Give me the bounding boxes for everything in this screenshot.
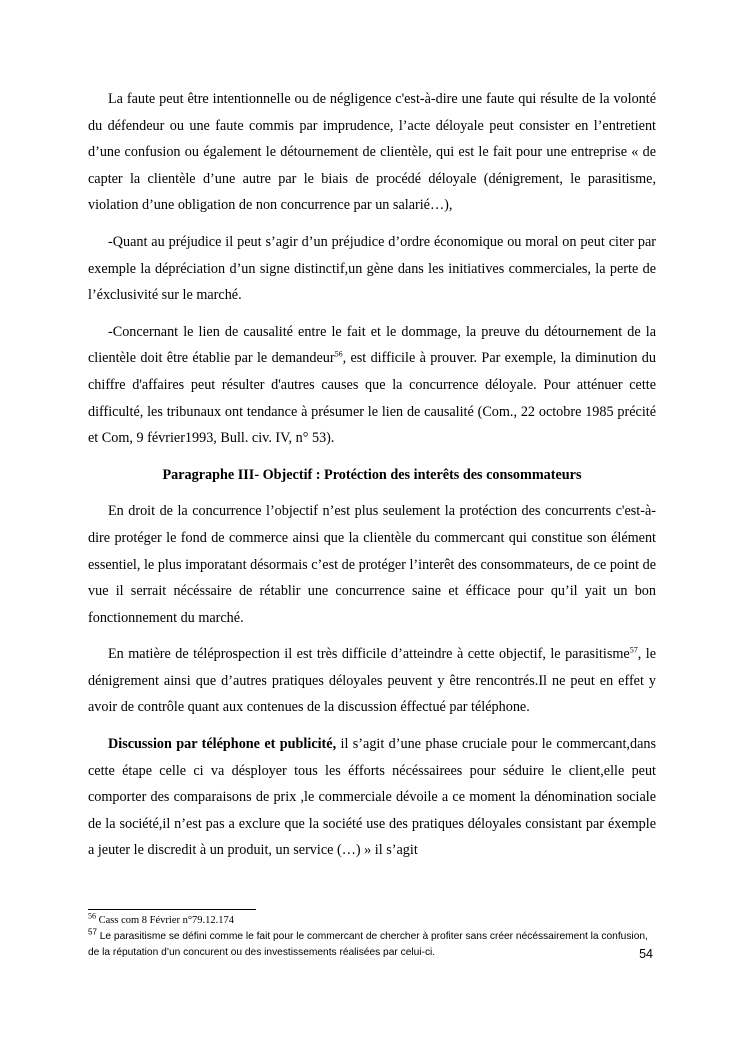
paragraph-prejudice: -Quant au préjudice il peut s’agir d’un préjudice d’ordre économique ou moral on peut citer par exemple la dépréciation d’un signe distinctif,un gène dans les initiatives commerciales, la perte de l’éxclusivité sur le marché. — [88, 233, 656, 304]
paragraph-causalite: -Concernant le lien de causalité entre le fait et le dommage, la preuve du détournement de la clientèle doit être établie par le demandeur$^{56}$, est difficile à prouver. Par exemple, la diminution du chiffre d'affaires peut résulter d'autres causes que la concurrence déloyale. Pour atténuer cette difficulté, les tribunaux ont tendance à présumer le lien de causalité (Com., 22 octobre 1985 précité et Com, 9 février1993, Bull. civ. IV, n° 53). — [88, 323, 656, 447]
footnotes — [88, 913, 656, 961]
bold-lead: Discussion par téléphone et publicité, — [108, 736, 337, 753]
footnote-ref-56: 56 — [334, 349, 343, 359]
footnote-separator — [88, 909, 256, 910]
footnote-56: $^{56}$ Cass com 8 Février n°79.12.174 — [88, 911, 235, 926]
footnote-ref-57: 57 — [629, 645, 638, 655]
section-heading: Paragraphe III- Objectif : Protéction des interêts des consommateurs — [162, 466, 582, 483]
paragraph-droit-concurrence: En droit de la concurrence l’objectif n’est plus seulement la protéction des concurrents c'est-à-dire protéger le fond de commerce ainsi que la clientèle du commercant qui constitue son élément essentiel, le plus imporatant désormais c’est de protéger l’interêt des consommateurs, de ce point de vue il serrait nécéssaire de rétablir une concurrence saine et éfficace pour qu’il yait un bon fonctionnement du marché. — [88, 503, 656, 626]
body-text — [88, 86, 656, 874]
footnote-57: $^{57}$ Le parasitisme se défini comme le fait pour le commercant de chercher à profiter sans créer nécéssairement la confusion, de la réputation d’un concurent ou des investissements réalisées par celui-ci. — [88, 927, 648, 958]
page-number: 54 — [639, 947, 653, 961]
paragraph-discussion: Discussion par téléphone et publicité, il s’agit d’une phase cruciale pour le commercant,dans cette étape celle ci va désployer tous les éfforts nécéssairees pour séduire le client,elle peut comporter des comparaisons de prix ,le commerciale dévoile a ce moment la dénomination sociale de la société,il n’est pas a exclure que la société use des pratiques déloyales consistant par éxemple a jeuter le discredit à un produit, un service (…) » il s’agit — [88, 736, 656, 859]
paragraph-faute: La faute peut être intentionnelle ou de négligence c'est-à-dire une faute qui résulte de la volonté du défendeur ou une faute commis par imprudence, l’acte déloyale peut consister en l’entretient d’une confusion ou également le détournement de clientèle, qui est le fait pour une entreprise « de capter la clientèle d’une autre par le biais de procédé déloyale (dénigrement, le parasitisme, violation d’une obligation de non concurrence par un salarié…), — [88, 91, 656, 214]
paragraph-teleprospection: En matière de téléprospection il est très difficile d’atteindre à cette objectif, le parasitisme$^{57}$, le dénigrement ainsi que d’autres pratiques déloyales peuvent y être rencontrés.Il ne peut en effet y avoir de contrôle quant aux contenues de la discussion éffectué par téléphone. — [88, 645, 656, 716]
